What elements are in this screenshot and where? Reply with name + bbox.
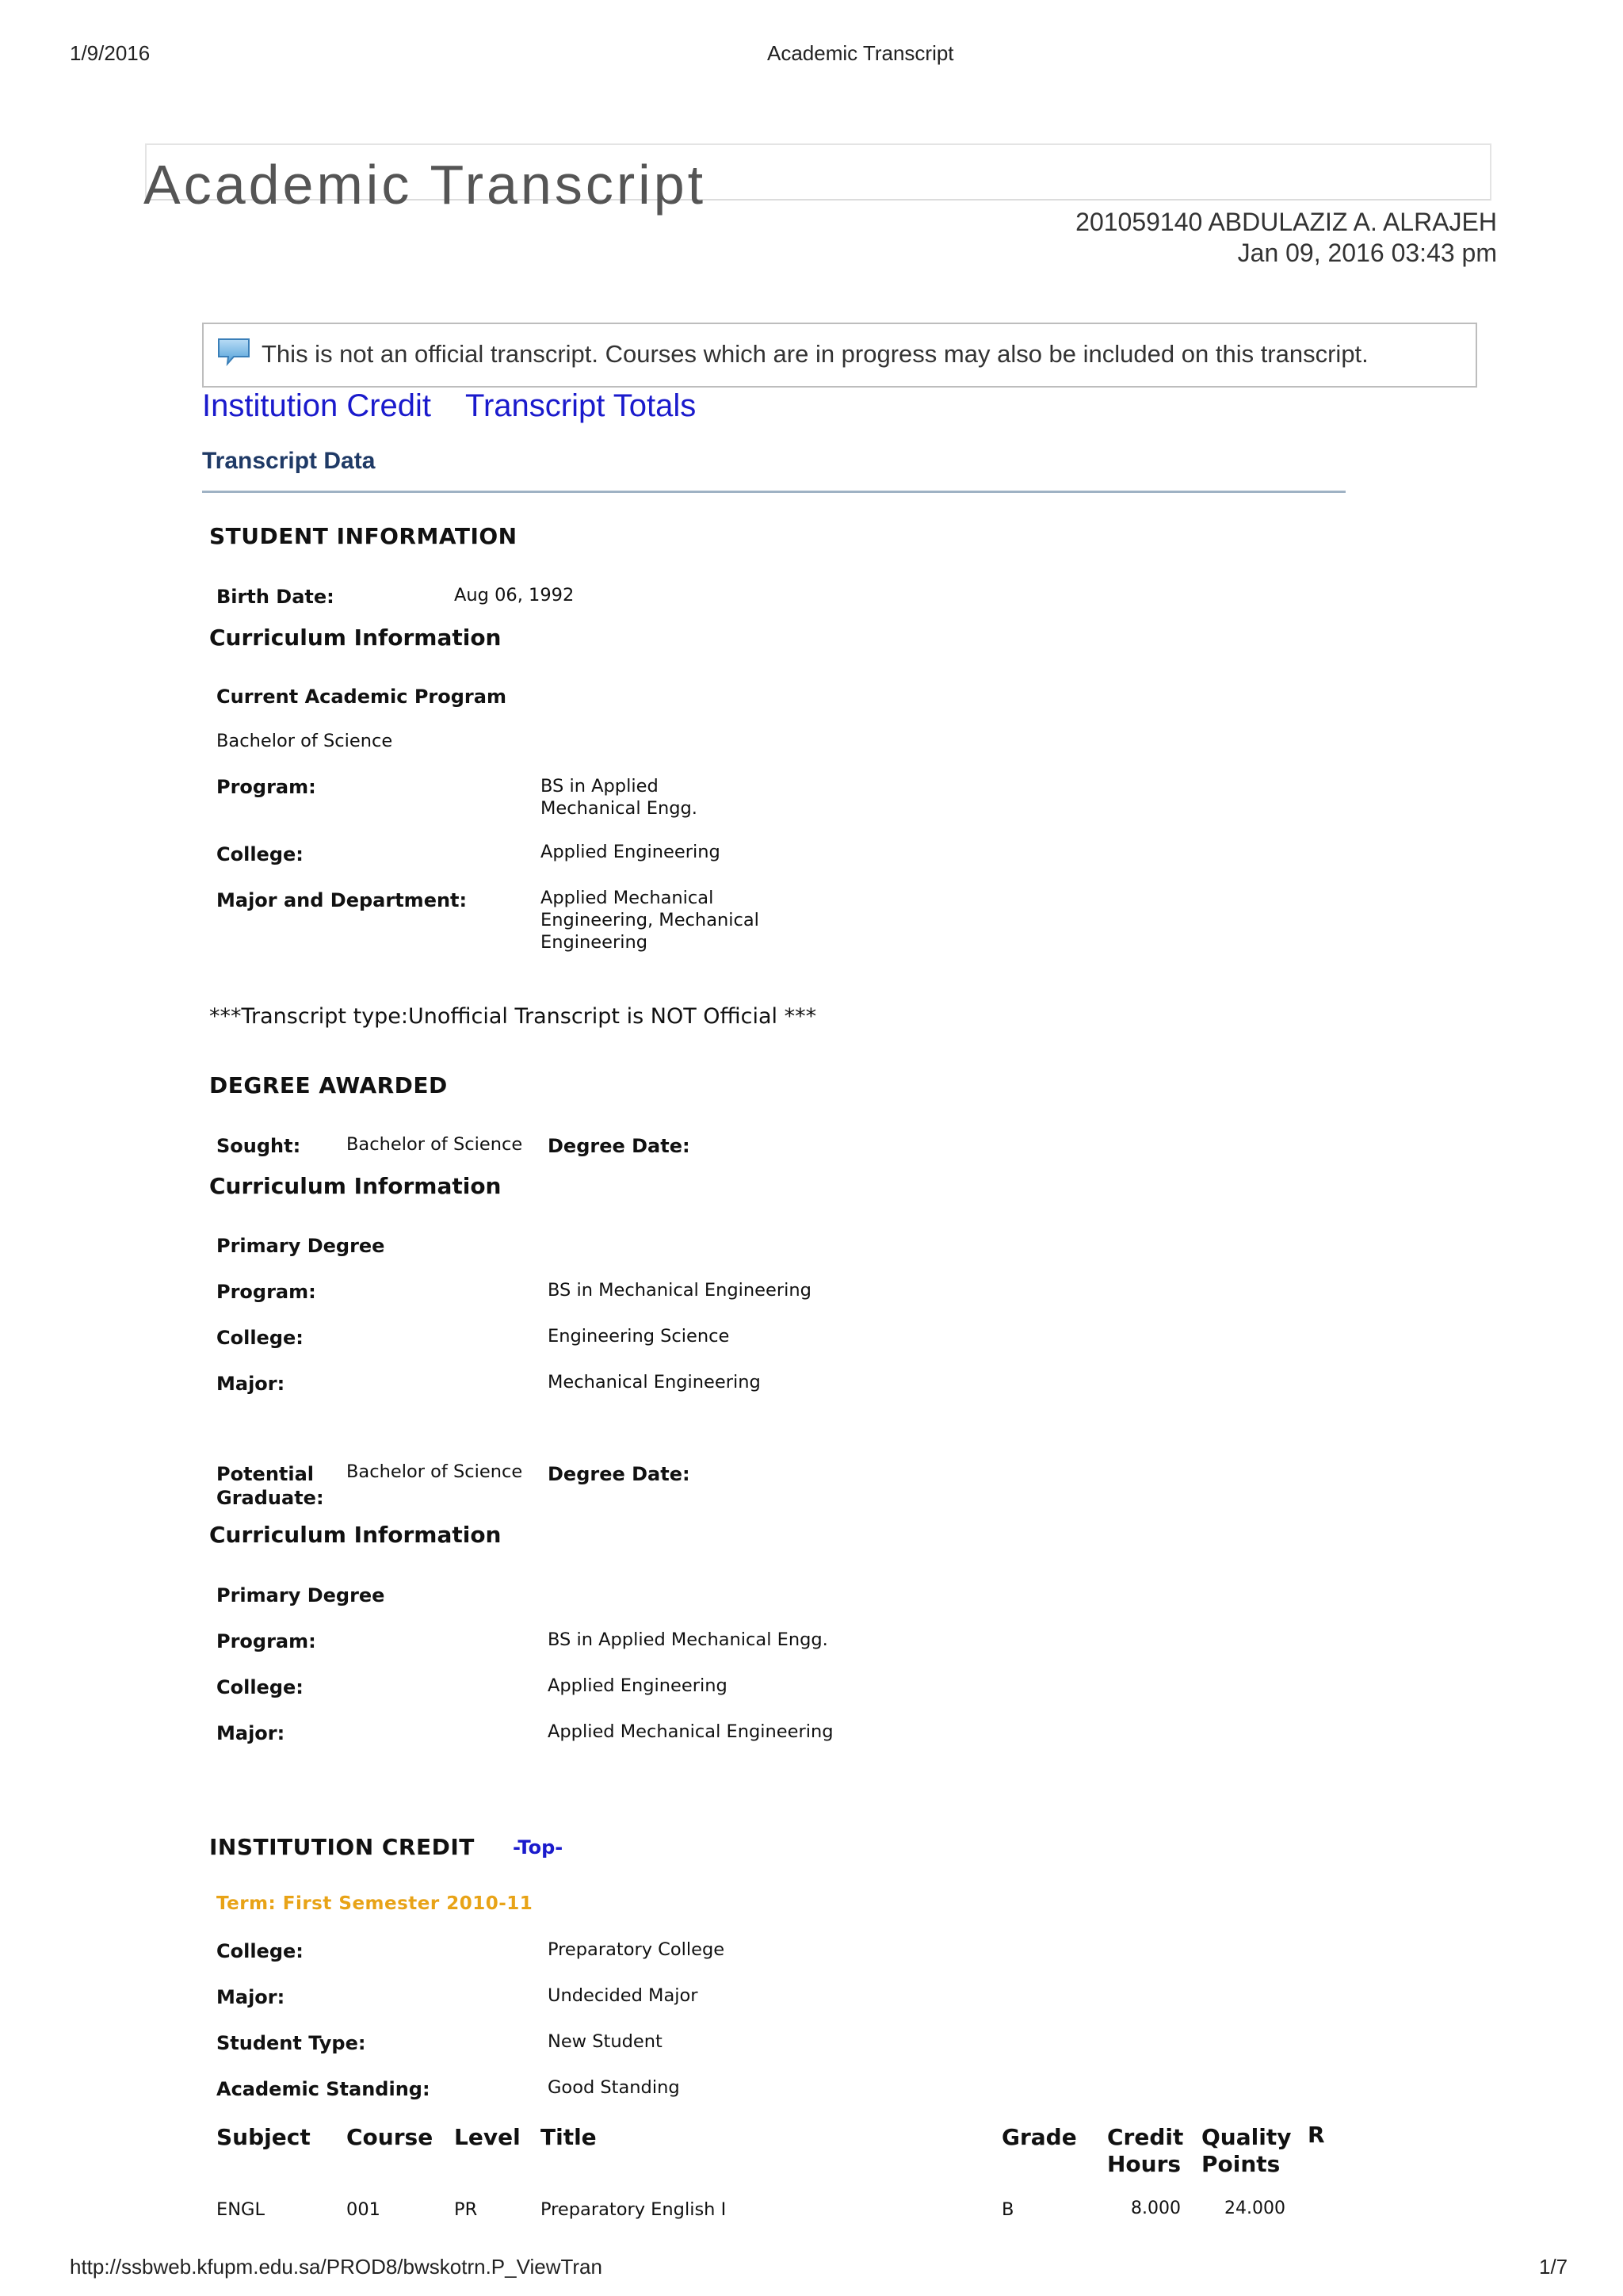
footer-url: http://ssbweb.kfupm.edu.sa/PROD8/bwskotrn.P_ViewTran: [70, 2255, 602, 2279]
user-id-name: 201059140 ABDULAZIZ A. ALRAJEH: [1075, 208, 1497, 236]
academic-standing-value: Good Standing: [548, 2077, 680, 2098]
term-college-label: College:: [216, 1940, 304, 1962]
print-date: 1/9/2016: [70, 41, 151, 65]
cell-level: PR: [454, 2199, 478, 2220]
birth-date-label: Birth Date:: [216, 586, 334, 608]
col-grade: Grade: [1002, 2124, 1077, 2150]
page-title: Academic Transcript: [143, 154, 707, 216]
student-type-value: New Student: [548, 2031, 663, 2052]
col-credit-line2: Hours: [1107, 2151, 1182, 2177]
potential-graduate-label-line2: Graduate:: [216, 1487, 324, 1509]
institution-credit-link[interactable]: Institution Credit: [202, 388, 432, 423]
cell-credit-hours: 8.000: [1131, 2199, 1181, 2218]
top-link[interactable]: -Top-: [513, 1836, 563, 1859]
potential-graduate-value: Bachelor of Science: [346, 1461, 523, 1482]
potential-degree-date-label: Degree Date:: [548, 1463, 690, 1485]
potential-major-value: Applied Mechanical Engineering: [548, 1721, 834, 1742]
birth-date-value: Aug 06, 1992: [454, 585, 575, 606]
current-program-heading: Current Academic Program: [216, 686, 506, 708]
academic-standing-label: Academic Standing:: [216, 2078, 430, 2100]
col-quality-line1: Quality: [1201, 2124, 1292, 2150]
degree-name: Bachelor of Science: [216, 731, 393, 751]
degree-major-value: Mechanical Engineering: [548, 1372, 761, 1392]
col-quality-line2: Points: [1201, 2151, 1281, 2177]
cell-title: Preparatory English I: [540, 2199, 727, 2220]
col-r: R: [1308, 2122, 1325, 2148]
degree-major-label: Major:: [216, 1373, 285, 1395]
program-value-line2: Mechanical Engg.: [540, 798, 697, 819]
potential-curriculum-heading: Curriculum Information: [209, 1522, 502, 1548]
student-info-heading: STUDENT INFORMATION: [209, 523, 517, 549]
col-subject: Subject: [216, 2124, 311, 2150]
major-dept-line3: Engineering: [540, 932, 647, 953]
print-title: Academic Transcript: [767, 41, 954, 65]
potential-college-label: College:: [216, 1676, 304, 1698]
term-major-value: Undecided Major: [548, 1985, 698, 2006]
potential-graduate-label-line1: Potential: [216, 1463, 315, 1485]
major-dept-line2: Engineering, Mechanical: [540, 910, 759, 930]
potential-program-label: Program:: [216, 1630, 316, 1652]
degree-awarded-heading: DEGREE AWARDED: [209, 1072, 448, 1098]
term-heading: Term: First Semester 2010-11: [216, 1893, 533, 1914]
section-divider: [202, 491, 1346, 493]
term-major-label: Major:: [216, 1986, 285, 2008]
sought-label: Sought:: [216, 1135, 301, 1157]
cell-course: 001: [346, 2199, 380, 2220]
comment-icon: [216, 337, 251, 370]
transcript-data-heading: Transcript Data: [202, 448, 376, 474]
col-credit-line1: Credit: [1107, 2124, 1184, 2150]
notice-text: This is not an official transcript. Courses which are in progress may also be included on this transcript.: [262, 340, 1369, 368]
student-type-label: Student Type:: [216, 2032, 366, 2054]
degree-program-label: Program:: [216, 1281, 316, 1303]
degree-date-label: Degree Date:: [548, 1135, 690, 1157]
info-notice: [202, 323, 1477, 388]
degree-program-value: BS in Mechanical Engineering: [548, 1280, 812, 1301]
institution-credit-heading: INSTITUTION CREDIT: [209, 1834, 475, 1860]
major-dept-label: Major and Department:: [216, 889, 468, 911]
cell-subject: ENGL: [216, 2199, 265, 2220]
transcript-totals-link[interactable]: Transcript Totals: [465, 388, 697, 423]
cell-quality-points: 24.000: [1224, 2199, 1285, 2218]
col-level: Level: [454, 2124, 521, 2150]
program-value-line1: BS in Applied: [540, 776, 659, 797]
program-label: Program:: [216, 776, 316, 798]
college-value: Applied Engineering: [540, 842, 720, 862]
college-label: College:: [216, 843, 304, 865]
footer-page-number: 1/7: [1539, 2255, 1568, 2279]
transcript-type-note: ***Transcript type:Unofficial Transcript is NOT Official ***: [209, 1004, 817, 1029]
curriculum-heading: Curriculum Information: [209, 625, 502, 651]
col-title: Title: [540, 2124, 597, 2150]
term-college-value: Preparatory College: [548, 1939, 725, 1960]
degree-college-label: College:: [216, 1327, 304, 1349]
potential-major-label: Major:: [216, 1722, 285, 1744]
sought-value: Bachelor of Science: [346, 1134, 523, 1155]
major-dept-line1: Applied Mechanical: [540, 888, 714, 908]
degree-curriculum-heading: Curriculum Information: [209, 1173, 502, 1199]
potential-primary-degree-heading: Primary Degree: [216, 1584, 385, 1606]
potential-college-value: Applied Engineering: [548, 1675, 727, 1696]
col-course: Course: [346, 2124, 433, 2150]
cell-grade: B: [1002, 2199, 1014, 2220]
report-timestamp: Jan 09, 2016 03:43 pm: [1237, 239, 1497, 267]
degree-college-value: Engineering Science: [548, 1326, 730, 1347]
potential-program-value: BS in Applied Mechanical Engg.: [548, 1629, 828, 1650]
primary-degree-heading: Primary Degree: [216, 1235, 385, 1257]
